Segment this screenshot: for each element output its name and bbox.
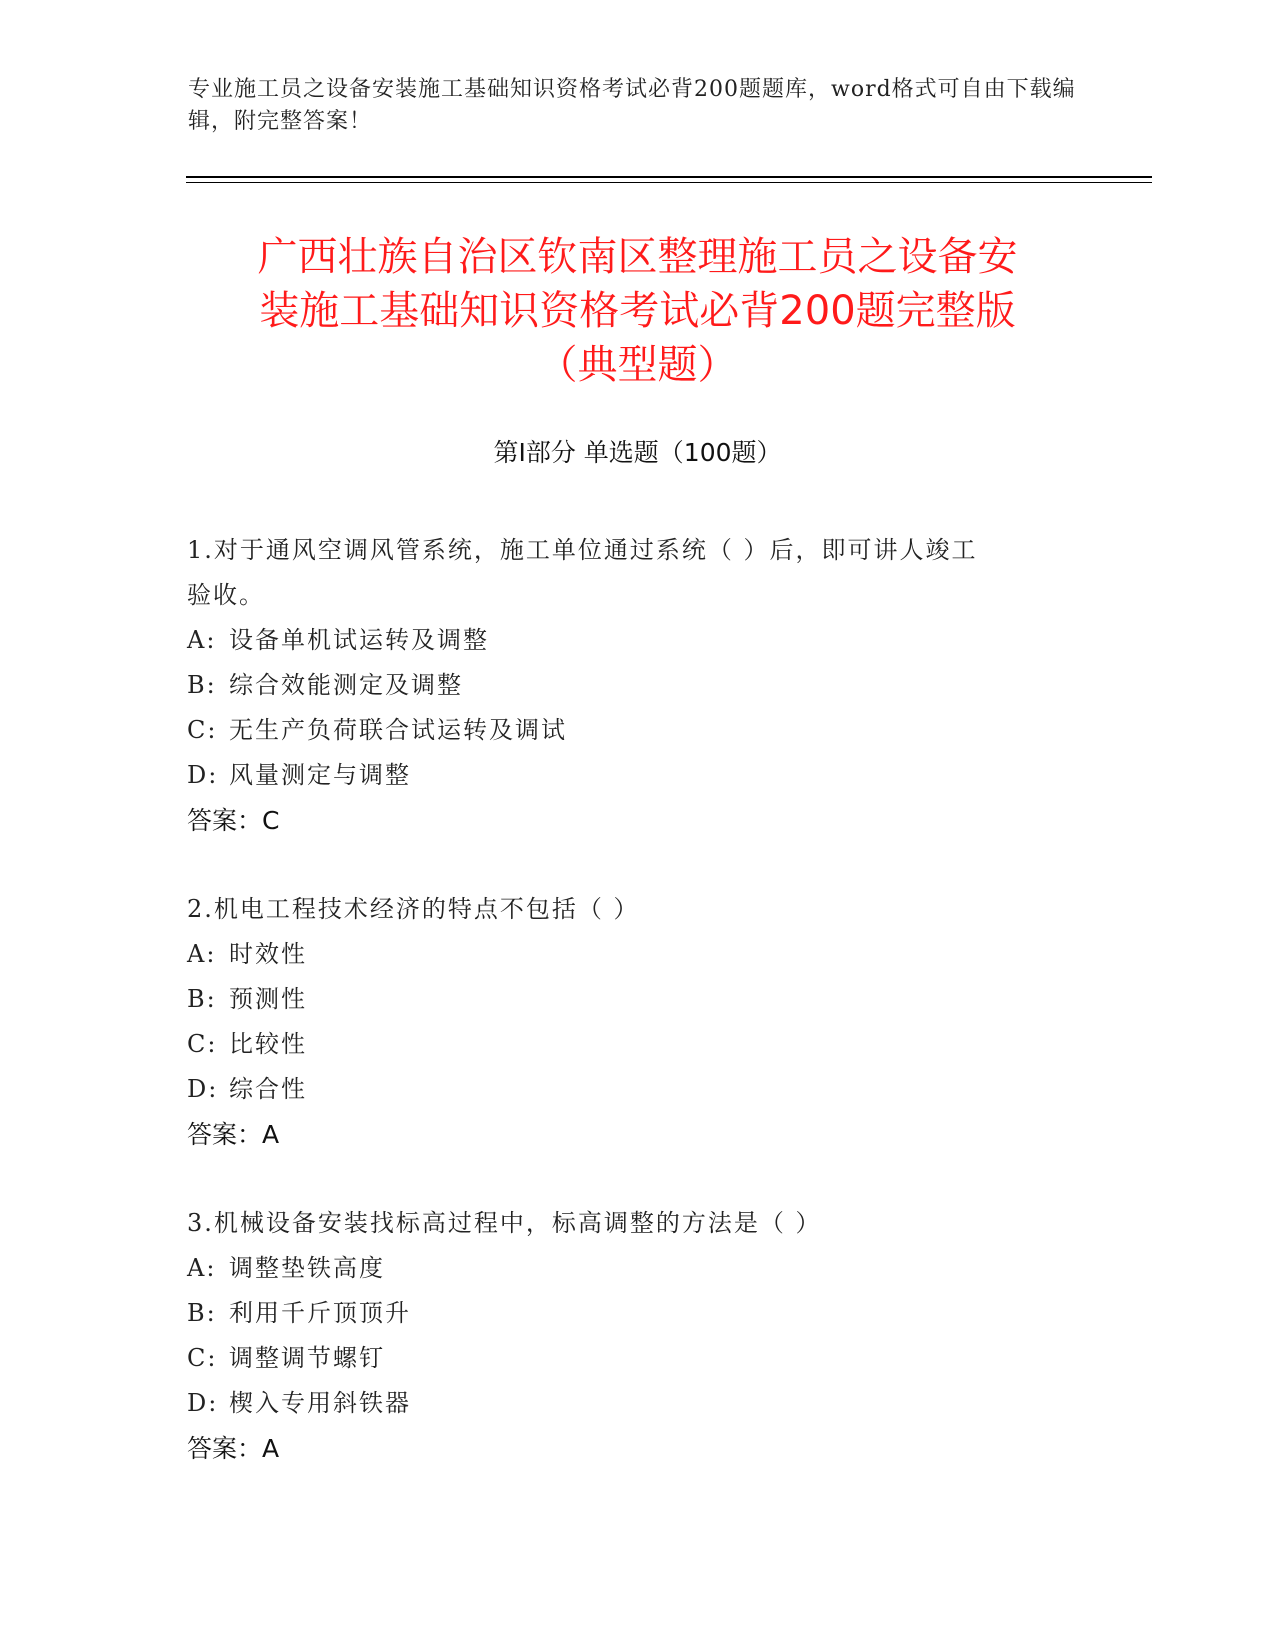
option-key: B: xyxy=(187,1299,217,1327)
question-2 xyxy=(187,887,1087,1157)
question-stem: 1.对于通风空调风管系统，施工单位通过系统（ ）后，即可讲人竣工 xyxy=(187,536,978,564)
option-text: 调整调节螺钉 xyxy=(229,1344,385,1372)
question-list xyxy=(187,528,1087,1515)
question-3 xyxy=(187,1201,1087,1471)
question-1 xyxy=(187,528,1087,843)
option-key: C: xyxy=(187,1030,218,1058)
header-rule-thick xyxy=(186,176,1152,178)
option-c xyxy=(187,1336,1087,1381)
answer: 答案：C xyxy=(187,806,280,835)
option-key: B: xyxy=(187,671,217,699)
question-stem: 验收。 xyxy=(187,581,265,609)
intro-text: 专业施工员之设备安装施工基础知识资格考试必背200题题库，word格式可自由下载编辑，附完整答案！ xyxy=(188,77,1076,134)
option-text: 利用千斤顶顶升 xyxy=(229,1299,411,1327)
option-text: 综合效能测定及调整 xyxy=(229,671,463,699)
option-key: D: xyxy=(187,761,219,789)
option-c xyxy=(187,708,1087,753)
question-stem: 3.机械设备安装找标高过程中，标高调整的方法是（ ） xyxy=(187,1209,822,1237)
option-text: 调整垫铁高度 xyxy=(229,1254,385,1282)
option-a xyxy=(187,618,1087,663)
title-line: （典型题） xyxy=(537,342,738,388)
option-text: 风量测定与调整 xyxy=(229,761,411,789)
option-b xyxy=(187,977,1087,1022)
option-d xyxy=(187,1381,1087,1426)
option-text: 时效性 xyxy=(229,940,307,968)
header-rule-thin xyxy=(186,182,1152,183)
title-line: 广西壮族自治区钦南区整理施工员之设备安 xyxy=(257,234,1018,280)
document-title xyxy=(150,230,1125,392)
option-a xyxy=(187,932,1087,977)
option-key: C: xyxy=(187,1344,218,1372)
option-d xyxy=(187,1067,1087,1112)
title-line: 装施工基础知识资格考试必背200题完整版 xyxy=(259,288,1016,334)
section-title: 第Ⅰ部分 单选题（100题） xyxy=(493,438,782,467)
option-key: C: xyxy=(187,716,218,744)
option-text: 无生产负荷联合试运转及调试 xyxy=(229,716,567,744)
option-text: 预测性 xyxy=(229,985,307,1013)
option-key: A: xyxy=(187,1254,217,1282)
option-key: A: xyxy=(187,626,217,654)
option-key: D: xyxy=(187,1075,219,1103)
option-text: 设备单机试运转及调整 xyxy=(229,626,489,654)
option-key: D: xyxy=(187,1389,219,1417)
answer: 答案：A xyxy=(187,1434,280,1463)
option-text: 比较性 xyxy=(229,1030,307,1058)
option-c xyxy=(187,1022,1087,1067)
option-a xyxy=(187,1246,1087,1291)
answer: 答案：A xyxy=(187,1120,280,1149)
option-key: B: xyxy=(187,985,217,1013)
option-b xyxy=(187,1291,1087,1336)
option-text: 楔入专用斜铁器 xyxy=(229,1389,411,1417)
question-stem: 2.机电工程技术经济的特点不包括（ ） xyxy=(187,895,640,923)
option-text: 综合性 xyxy=(229,1075,307,1103)
option-b xyxy=(187,663,1087,708)
option-d xyxy=(187,753,1087,798)
option-key: A: xyxy=(187,940,217,968)
